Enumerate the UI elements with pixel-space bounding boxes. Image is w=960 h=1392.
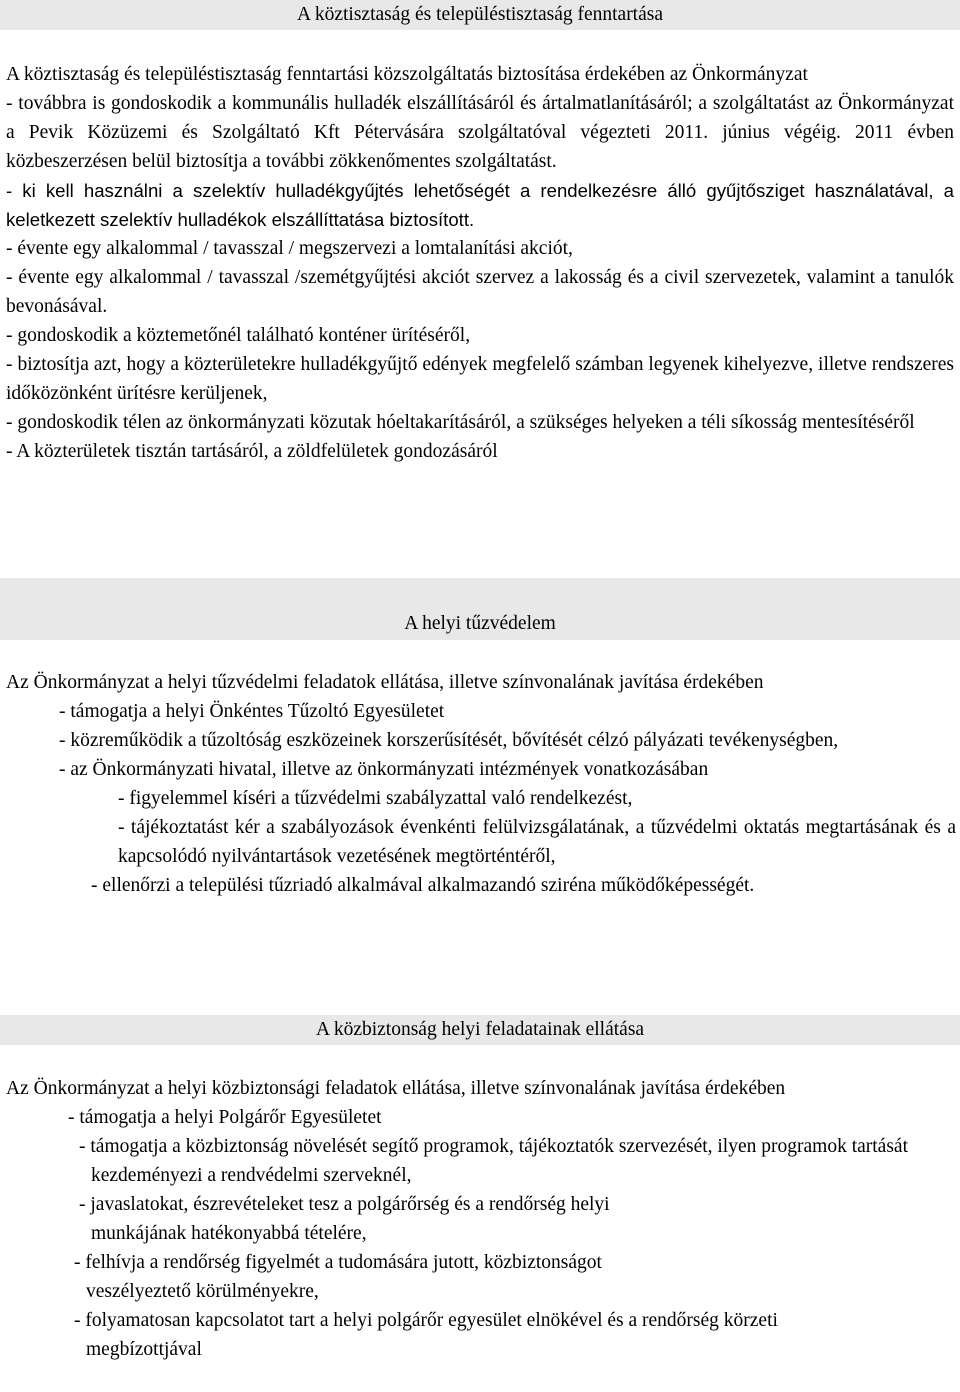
list-item: - felhívja a rendőrség figyelmét a tudomására jutott, közbiztonságot veszélyeztető körülményekre,	[74, 1252, 602, 1302]
section-heading-band	[0, 0, 960, 30]
section-heading-band	[0, 578, 960, 640]
section-body	[6, 1074, 956, 1364]
list-item: - javaslatokat, észrevételeket tesz a polgárőrség és a rendőrség helyi munkájának hatékonyabbá tételére,	[79, 1194, 610, 1244]
list-item: - támogatja a helyi Polgárőr Egyesületet	[68, 1107, 382, 1128]
section-heading: A köztisztaság és településtisztaság fenntartása	[296, 4, 664, 25]
list-item: - évente egy alkalommal / tavasszal /szemétgyűjtési akciót szervez a lakosság és a civil szervezetek, valamint a tanulók bevonásával.	[6, 267, 954, 317]
list-item-text: 2011 évben közbeszerzésen belül biztosítja a további zökkenőmentes szolgáltatást.	[6, 122, 954, 172]
list-item: - gondoskodik télen az önkormányzati közutak hóeltakarításáról, a szükséges helyeken a téli síkosság mentesítéséről	[6, 412, 915, 433]
list-item: - A közterületek tisztán tartásáról, a zöldfelületek gondozásáról	[6, 441, 498, 462]
section-heading-band	[0, 1015, 960, 1045]
list-item: - évente egy alkalommal / tavasszal / megszervezi a lomtalanítási akciót,	[6, 238, 573, 259]
section-body	[6, 668, 956, 900]
sub-list-item: - tájékoztatást kér a szabályozások évenkénti felülvizsgálatának, a tűzvédelmi oktatás megtartásának és a kapcsolódó nyilvántartások vezetésének megtörténtéről,	[118, 817, 956, 867]
list-item: - az Önkormányzati hivatal, illetve az önkormányzati intézmények vonatkozásában	[59, 759, 709, 780]
intro-paragraph: Az Önkormányzat a helyi közbiztonsági feladatok ellátása, illetve színvonalának javítása érdekében	[6, 1078, 786, 1099]
list-item: - közreműködik a tűzoltóság eszközeinek korszerűsítését, bővítését célzó pályázati tevékenységben,	[59, 730, 839, 751]
list-item: - ki kell használni a szelektív hulladékgyűjtés lehetőségét a rendelkezésre álló gyűjtősziget használatával, a keletkezett szelektív hulladékok elszállíttatása biztosított.	[6, 180, 954, 230]
section-heading: A közbiztonság helyi feladatainak ellátása	[315, 1019, 645, 1040]
list-item	[6, 89, 954, 176]
sub-list-item: - figyelemmel kíséri a tűzvédelmi szabályzattal való rendelkezést,	[118, 788, 633, 809]
list-item: - folyamatosan kapcsolatot tart a helyi polgárőr egyesület elnökével és a rendőrség körzeti megbízottjával	[74, 1310, 778, 1360]
intro-paragraph: Az Önkormányzat a helyi tűzvédelmi feladatok ellátása, illetve színvonalának javítása érdekében	[6, 672, 764, 693]
section-heading: A helyi tűzvédelem	[404, 613, 556, 634]
section-body	[6, 60, 954, 466]
list-item: - gondoskodik a köztemetőnél található konténer ürítéséről,	[6, 325, 471, 346]
list-item: - támogatja a helyi Önkéntes Tűzoltó Egyesületet	[59, 701, 445, 722]
list-item: - támogatja a közbiztonság növelését segítő programok, tájékoztatók szervezését, ilyen programok tartását kezdeményezi a rendvédelmi szerveknél,	[79, 1136, 908, 1186]
intro-paragraph: A köztisztaság és településtisztaság fenntartási közszolgáltatás biztosítása érdekében az Önkormányzat	[6, 64, 808, 85]
sub-list-item: - ellenőrzi a települési tűzriadó alkalmával alkalmazandó sziréna működőképességét.	[91, 875, 755, 896]
list-item-text: - továbbra is gondoskodik a kommunális hulladék elszállításáról és ártalmatlanításáról; a szolgáltatást az Önkormányzat a Pevik Közüzemi és Szolgáltató Kft Pétervására szolgáltatóval végezteti 2011. június végéig.	[6, 93, 954, 143]
list-item: - biztosítja azt, hogy a közterületekre hulladékgyűjtő edények megfelelő számban legyenek kihelyezve, illetve rendszeres időközönként ürítésre kerüljenek,	[6, 354, 954, 404]
